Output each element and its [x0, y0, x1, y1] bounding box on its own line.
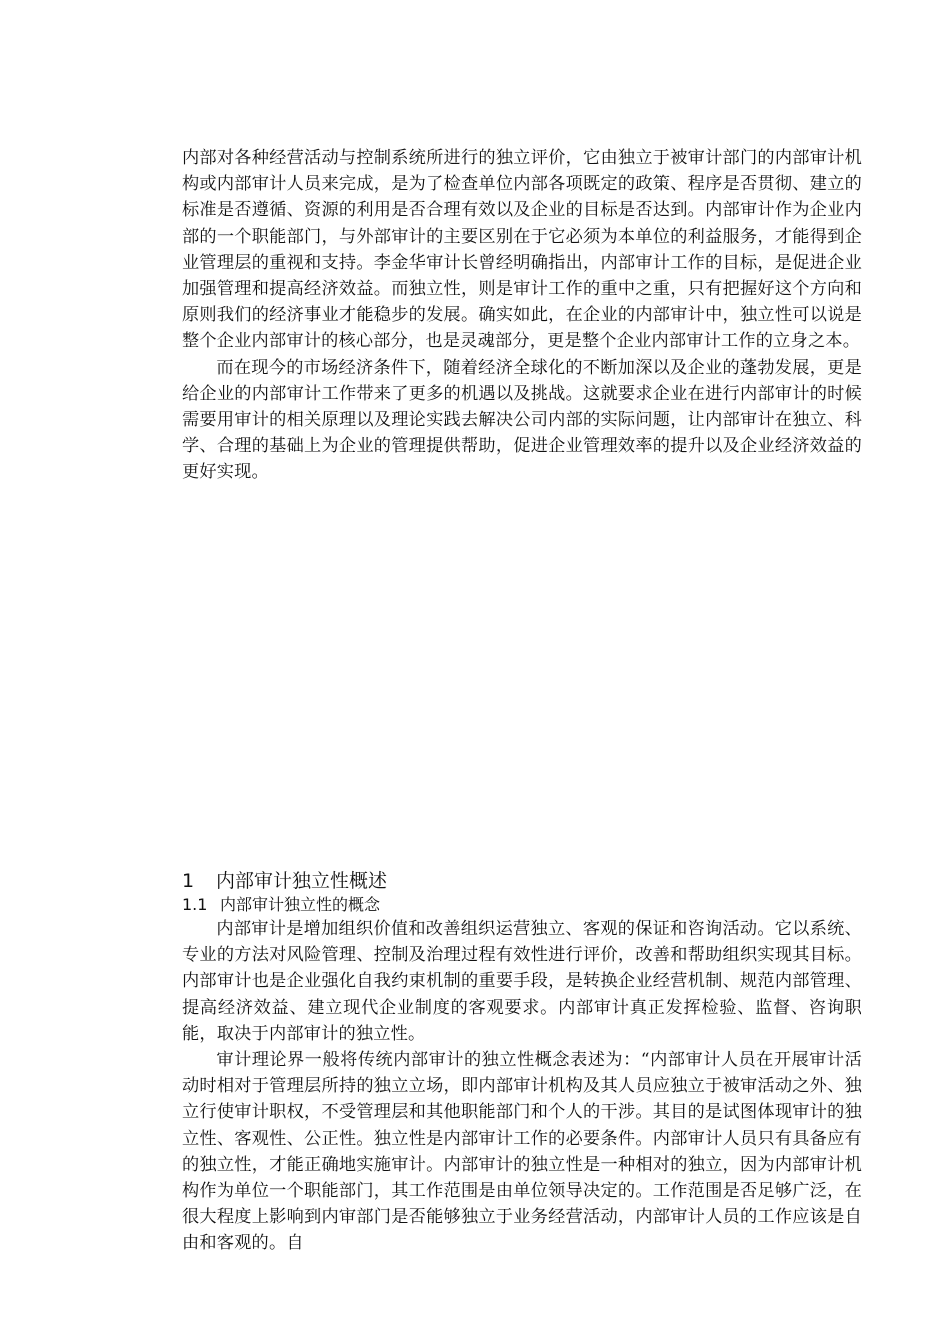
subsection-heading	[182, 894, 862, 916]
intro-paragraph-2: 而在现今的市场经济条件下，随着经济全球化的不断加深以及企业的蓬勃发展，更是给企业的内部审计工作带来了更多的机遇以及挑战。这就要求企业在进行内部审计的时候需要用审计的相关原理以及理论实践去解决公司内部的实际问题，让内部审计在独立、科学、合理的基础上为企业的管理提供帮助，促进企业管理效率的提升以及企业经济效益的更好实现。	[182, 357, 862, 483]
section-paragraph-1: 内部审计是增加组织价值和改善组织运营独立、客观的保证和咨询活动。它以系统、专业的方法对风险管理、控制及治理过程有效性进行评价，改善和帮助组织实现其目标。内部审计也是企业强化自我约束机制的重要手段，是转换企业经营机制、规范内部管理、提高经济效益、建立现代企业制度的客观要求。内部审计真正发挥检验、监督、咨询职能，取决于内部审计的独立性。	[182, 919, 862, 1044]
intro-text-block	[182, 145, 862, 486]
subsection-number: 1.1	[182, 895, 208, 914]
section-title: 内部审计独立性概述	[216, 870, 388, 892]
section-block	[182, 868, 862, 1257]
subsection-title: 内部审计独立性的概念	[220, 895, 381, 914]
section-paragraph-2: 审计理论界一般将传统内部审计的独立性概念表述为：“内部审计人员在开展审计活动时相对于管理层所持的独立立场，即内部审计机构及其人员应独立于被审活动之外、独立行使审计职权，不受管理层和其他职能部门和个人的干涉。其目的是试图体现审计的独立性、客观性、公正性。独立性是内部审计工作的必要条件。内部审计人员只有具备应有的独立性，才能正确地实施审计。内部审计的独立性是一种相对的独立，因为内部审计机构作为单位一个职能部门，其工作范围是由单位领导决定的。工作范围是否足够广泛，在很大程度上影响到内审部门是否能够独立于业务经营活动，内部审计人员的工作应该是自由和客观的。自	[182, 1050, 862, 1254]
section-heading	[182, 868, 862, 894]
intro-paragraph-1: 内部对各种经营活动与控制系统所进行的独立评价，它由独立于被审计部门的内部审计机构或内部审计人员来完成，是为了检查单位内部各项既定的政策、程序是否贯彻、建立的标准是否遵循、资源的利用是否合理有效以及企业的目标是否达到。内部审计作为企业内部的一个职能部门，与外部审计的主要区别在于它必须为本单位的利益服务，才能得到企业管理层的重视和支持。李金华审计长曾经明确指出，内部审计工作的目标，是促进企业加强管理和提高经济效益。而独立性，则是审计工作的重中之重，只有把握好这个方向和原则我们的经济事业才能稳步的发展。确实如此，在企业的内部审计中，独立性可以说是整个企业内部审计的核心部分，也是灵魂部分，更是整个企业内部审计工作的立身之本。	[182, 148, 862, 352]
section-number: 1	[182, 870, 195, 892]
